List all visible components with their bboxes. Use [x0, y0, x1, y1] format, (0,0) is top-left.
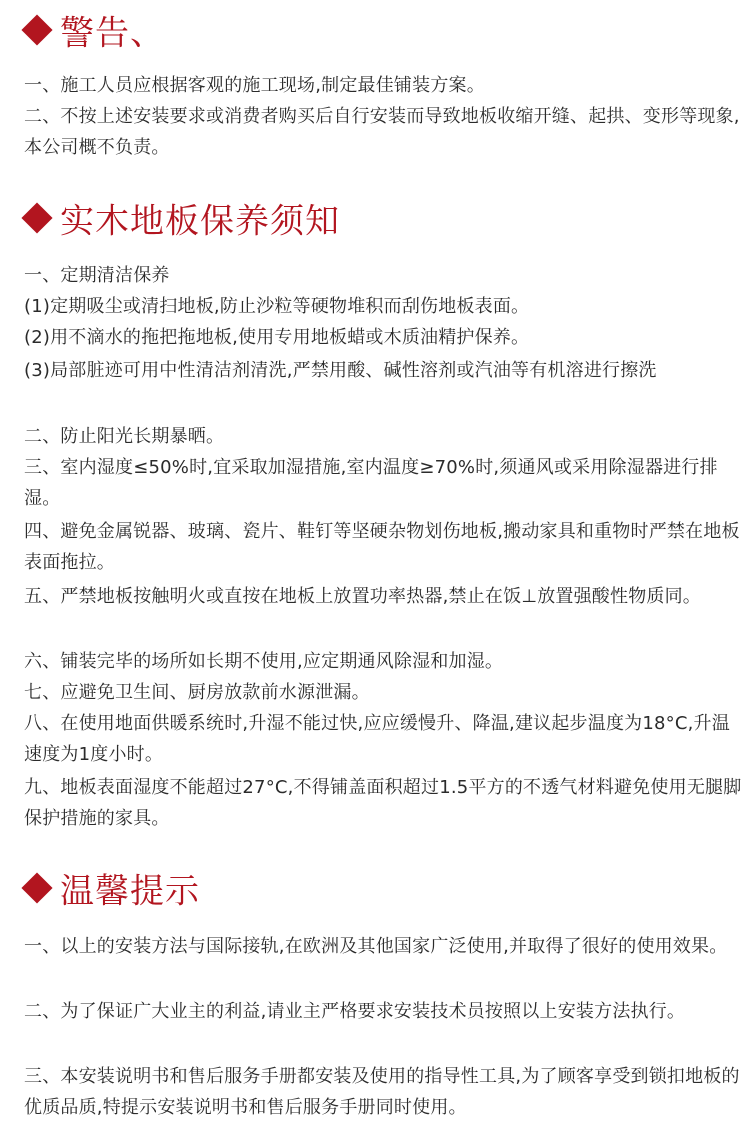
- maintenance-item: (2)用不滴水的拖把拖地板,使用专用地板蜡或木质油精护保养。: [24, 327, 530, 348]
- maintenance-item: (1)定期吸尘或清扫地板,防止沙粒等硬物堆积而刮伤地板表面。: [24, 296, 530, 317]
- warning-title: 警告、: [60, 13, 165, 54]
- diamond-bullet-icon: [21, 202, 52, 233]
- tips-title: 温馨提示: [60, 871, 200, 912]
- tips-heading: [0, 866, 750, 910]
- maintenance-item: 八、在使用地面供暖系统时,升湿不能过快,应应缓慢升、降温,建议起步温度为18°C,升温速度为1度小时。: [24, 713, 730, 765]
- maintenance-heading: [0, 196, 750, 240]
- warning-heading: [0, 8, 750, 52]
- tips-item: 二、为了保证广大业主的利益,请业主严格要求安装技术员按照以上安装方法执行。: [24, 1001, 686, 1022]
- maintenance-item: 六、铺装完毕的场所如长期不使用,应定期通风除湿和加湿。: [24, 651, 504, 672]
- tips-item: 三、本安装说明书和售后服务手册都安装及使用的指导性工具,为了顾客享受到锁扣地板的优质品质,特提示安装说明书和售后服务手册同时使用。: [24, 1066, 740, 1118]
- maintenance-item: 一、定期清洁保养: [24, 265, 170, 286]
- maintenance-item: 九、地板表面湿度不能超过27°C,不得铺盖面积超过1.5平方的不透气材料避免使用无腿脚保护措施的家具。: [24, 777, 742, 829]
- warning-item-1: 一、施工人员应根据客观的施工现场,制定最佳铺装方案。: [24, 75, 485, 96]
- maintenance-title: 实木地板保养须知: [60, 201, 340, 242]
- maintenance-item: 二、防止阳光长期暴晒。: [24, 426, 225, 447]
- maintenance-item: 三、室内湿度≤50%时,宜采取加湿措施,室内温度≥70%时,须通风或采用除湿器进行排湿。: [24, 457, 718, 509]
- diamond-bullet-icon: [21, 14, 52, 45]
- diamond-bullet-icon: [21, 872, 52, 903]
- maintenance-item: (3)局部脏迹可用中性清洁剂清洗,严禁用酸、碱性溶剂或汽油等有机溶进行擦洗: [24, 360, 657, 381]
- warning-section: [0, 0, 750, 158]
- maintenance-item: 四、避免金属锐器、玻璃、瓷片、鞋钉等坚硬杂物划伤地板,搬动家具和重物时严禁在地板表面拖拉。: [24, 521, 740, 573]
- warning-item-2: 二、不按上述安装要求或消费者购买后自行安装而导致地板收缩开缝、起拱、变形等现象,本公司概不负责。: [24, 106, 740, 158]
- maintenance-item: 七、应避免卫生间、厨房放款前水源泄漏。: [24, 682, 370, 703]
- maintenance-item: 五、严禁地板按触明火或直按在地板上放置功率热器,禁止在饭⊥放置强酸性物质同。: [24, 586, 701, 607]
- tips-item: 一、以上的安装方法与国际接轨,在欧洲及其他国家广泛使用,并取得了很好的使用效果。: [24, 936, 728, 957]
